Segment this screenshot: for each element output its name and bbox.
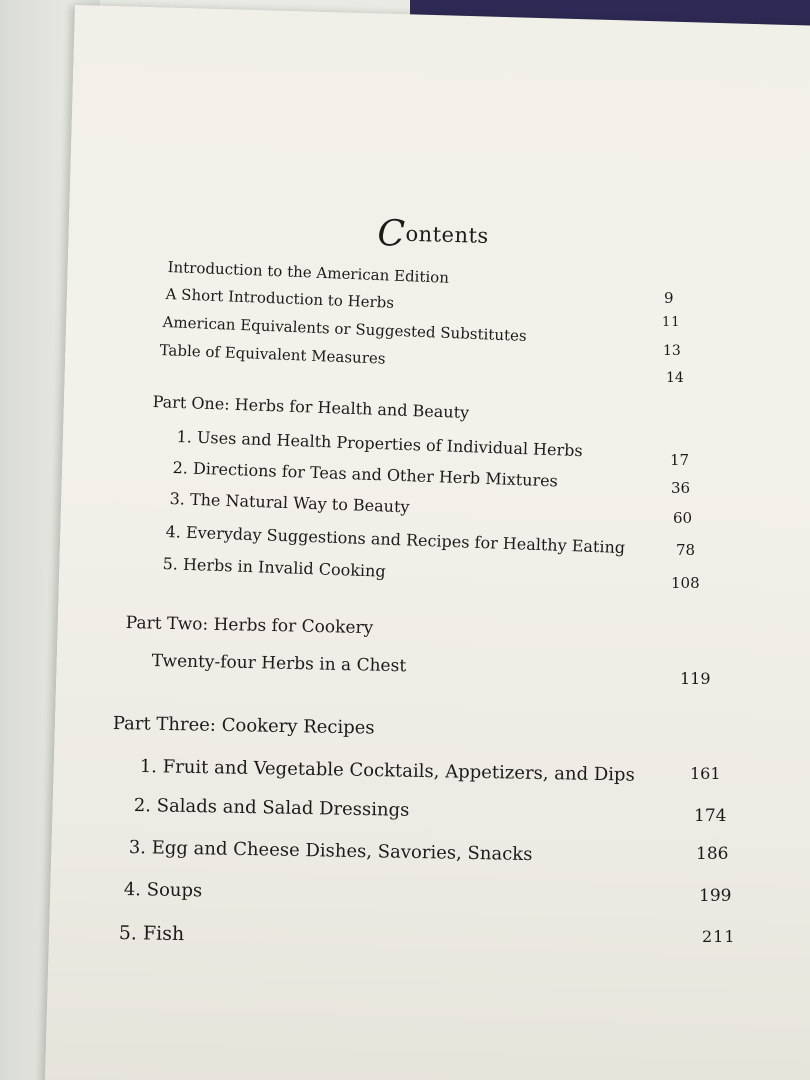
toc-entry-part-three-1: 1. Fruit and Vegetable Cocktails, Appetizers, and Dips xyxy=(139,756,635,786)
part-one-heading: Part One: Herbs for Health and Beauty xyxy=(152,392,470,423)
toc-page-number: 161 xyxy=(690,764,721,783)
toc-page-number: 119 xyxy=(680,669,711,688)
toc-entry-american-equivalents: American Equivalents or Suggested Substitutes xyxy=(162,313,527,345)
toc-page-number: 211 xyxy=(702,927,736,946)
part-two-heading: Part Two: Herbs for Cookery xyxy=(125,613,374,639)
toc-page-number: 60 xyxy=(673,509,693,527)
toc-page-number: 9 xyxy=(664,289,674,307)
toc-entry-part-one-5: 5. Herbs in Invalid Cooking xyxy=(162,554,386,581)
toc-entry-part-one-4: 4. Everyday Suggestions and Recipes for Healthy Eating xyxy=(165,522,626,558)
toc-entry-part-three-5: 5. Fish xyxy=(118,922,185,946)
toc-page-number: 17 xyxy=(670,451,690,469)
toc-page-number: 174 xyxy=(694,806,727,826)
toc-entry-short-introduction: A Short Introduction to Herbs xyxy=(165,285,395,312)
toc-page-number: 11 xyxy=(662,315,681,330)
title-initial: C xyxy=(376,213,407,255)
toc-entry-part-three-3: 3. Egg and Cheese Dishes, Savories, Snacks xyxy=(128,837,533,866)
part-three-heading: Part Three: Cookery Recipes xyxy=(112,713,375,739)
toc-page-number: 13 xyxy=(663,343,681,359)
toc-page-number: 108 xyxy=(671,574,700,592)
toc-entry-table-of-measures: Table of Equivalent Measures xyxy=(159,341,386,368)
toc-entry-part-two-1: Twenty-four Herbs in a Chest xyxy=(151,651,407,677)
toc-page-number: 14 xyxy=(666,370,684,386)
toc-entry-part-three-2: 2. Salads and Salad Dressings xyxy=(133,795,410,821)
toc-entry-part-one-1: 1. Uses and Health Properties of Individual Herbs xyxy=(176,427,583,461)
toc-page-number: 78 xyxy=(676,541,696,559)
contents-title xyxy=(377,213,489,257)
toc-entry-part-one-3: 3. The Natural Way to Beauty xyxy=(169,489,410,517)
toc-entry-introduction-american-edition: Introduction to the American Edition xyxy=(167,258,450,287)
title-rest: ontents xyxy=(405,221,490,248)
toc-page-number: 199 xyxy=(699,886,732,906)
toc-entry-part-one-2: 2. Directions for Teas and Other Herb Mixtures xyxy=(172,458,559,491)
toc-entry-part-three-4: 4. Soups xyxy=(123,879,203,902)
toc-page-number: 186 xyxy=(696,844,729,864)
toc-page-number: 36 xyxy=(671,479,691,497)
